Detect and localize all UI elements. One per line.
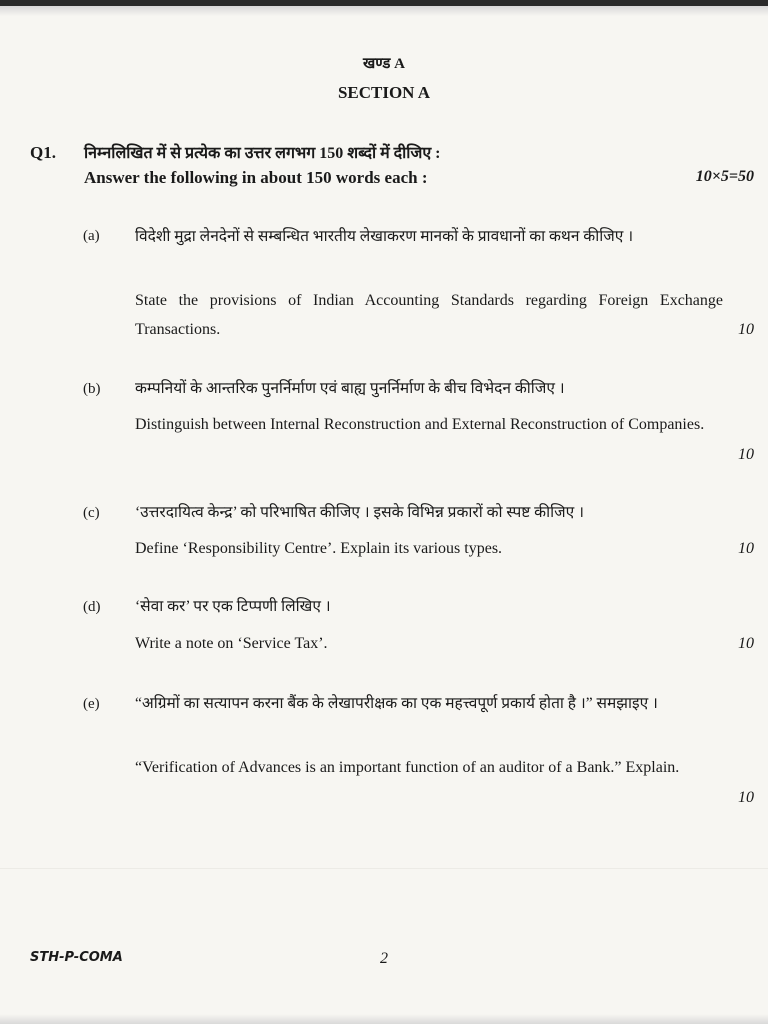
question-instruction-hindi: निम्नलिखित में से प्रत्येक का उत्तर लगभग 150 शब्दों में दीजिए : <box>84 145 441 162</box>
page-number: 2 <box>380 950 388 967</box>
page-top-shadow <box>0 6 768 16</box>
question-instruction: Answer the following in about 150 words each : <box>84 168 428 187</box>
item-text-hindi: ‘सेवा कर’ पर एक टिप्पणी लिखिए । <box>135 598 331 615</box>
item-marks: 10 <box>738 789 754 806</box>
item-label: (e) <box>83 696 100 712</box>
item-text-hindi: ‘उत्तरदायित्व केन्द्र’ को परिभाषित कीजिए । इसके विभिन्न प्रकारों को स्पष्ट कीजिए । <box>135 504 584 521</box>
item-text-english: Distinguish between Internal Reconstruction and External Reconstruction of Companies. <box>135 416 705 433</box>
item-text-english: State the provisions of Indian Accounting Standards regarding Foreign Exchange Transactions. <box>135 292 723 338</box>
item-text-english: Define ‘Responsibility Centre’. Explain its various types. <box>135 540 503 557</box>
question-number: Q1. <box>30 143 56 162</box>
item-text-hindi: “अग्रिमों का सत्यापन करना बैंक के लेखापरीक्षक का एक महत्त्वपूर्ण प्रकार्य होता है ।” समझाइए । <box>135 695 658 712</box>
section-title-hindi: खण्ड A <box>362 56 405 72</box>
item-marks: 10 <box>738 540 754 557</box>
paper-code: STH-P-COMA <box>30 950 123 965</box>
item-marks: 10 <box>738 321 754 338</box>
item-label: (a) <box>83 228 100 244</box>
page-bottom-edge <box>0 1014 768 1024</box>
item-marks: 10 <box>738 446 754 463</box>
item-text-english: “Verification of Advances is an important function of an auditor of a Bank.” Explain. <box>135 759 680 776</box>
divider <box>0 868 768 869</box>
item-label: (c) <box>83 505 100 521</box>
item-label: (b) <box>83 381 101 397</box>
item-marks: 10 <box>738 635 754 652</box>
item-label: (d) <box>83 599 101 615</box>
item-text-hindi: विदेशी मुद्रा लेनदेनों से सम्बन्धित भारतीय लेखाकरण मानकों के प्रावधानों का कथन कीजिए । <box>135 228 634 245</box>
section-title: SECTION A <box>337 83 431 102</box>
item-text-english: Write a note on ‘Service Tax’. <box>135 635 328 652</box>
question-total-marks: 10×5=50 <box>695 168 754 185</box>
item-text-hindi: कम्पनियों के आन्तरिक पुनर्निर्माण एवं बाह्य पुनर्निर्माण के बीच विभेदन कीजिए । <box>135 380 565 397</box>
